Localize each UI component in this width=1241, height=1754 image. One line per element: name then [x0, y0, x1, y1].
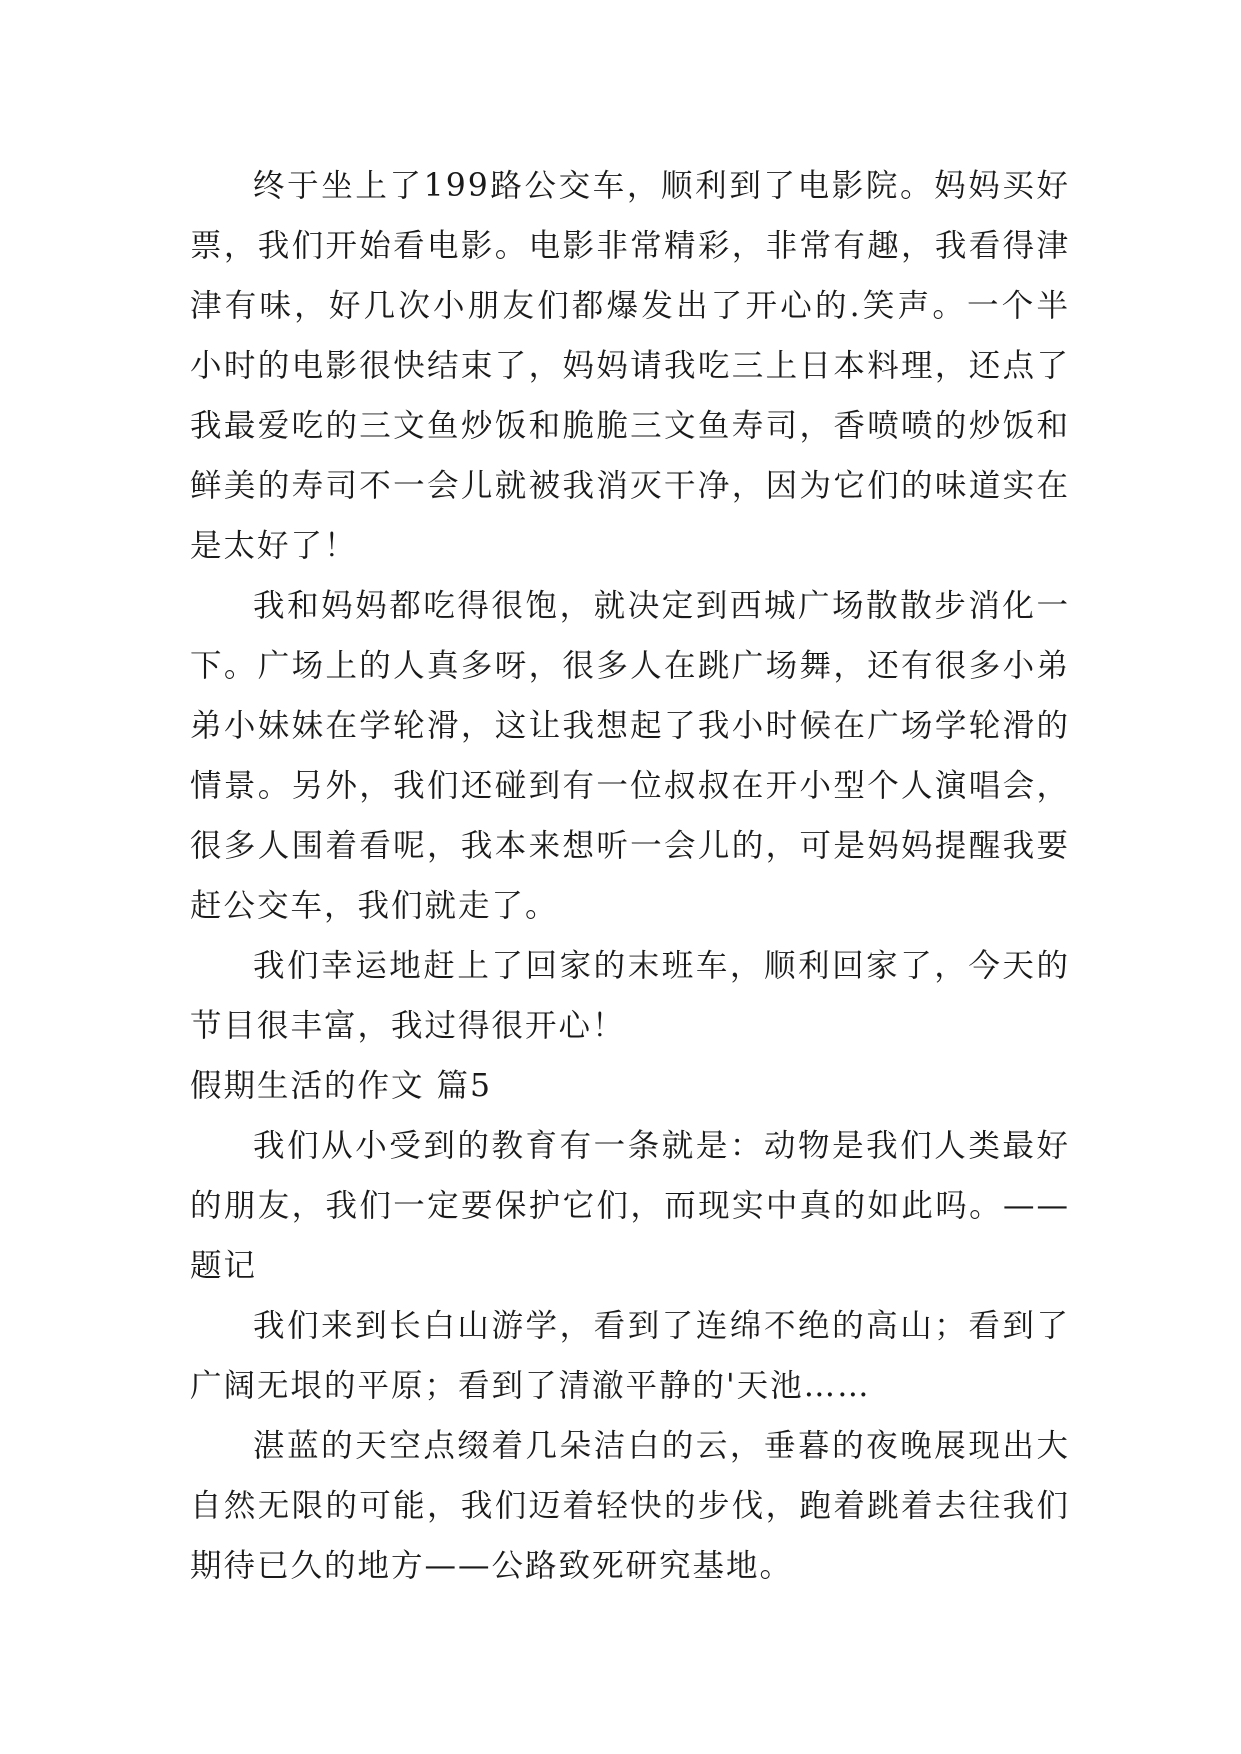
paragraph-changbai: 我们来到长白山游学，看到了连绵不绝的高山；看到了广阔无垠的平原；看到了清澈平静的'天池……	[190, 1308, 1070, 1404]
section-heading: 假期生活的作文 篇5	[190, 1068, 493, 1104]
paragraph-epigraph: 我们从小受到的教育有一条就是：动物是我们人类最好的朋友，我们一定要保护它们，而现实中真的如此吗。——题记	[190, 1128, 1070, 1284]
paragraph-home: 我们幸运地赶上了回家的末班车，顺利回家了，今天的节目很丰富，我过得很开心！	[190, 948, 1070, 1044]
document-body	[190, 156, 1070, 1596]
paragraph-square: 我和妈妈都吃得很饱，就决定到西城广场散散步消化一下。广场上的人真多呀，很多人在跳广场舞，还有很多小弟弟小妹妹在学轮滑，这让我想起了我小时候在广场学轮滑的情景。另外，我们还碰到有一位叔叔在开小型个人演唱会，很多人围着看呢，我本来想听一会儿的，可是妈妈提醒我要赶公交车，我们就走了。	[190, 588, 1070, 924]
paragraph-sky: 湛蓝的天空点缀着几朵洁白的云，垂暮的夜晚展现出大自然无限的可能，我们迈着轻快的步伐，跑着跳着去往我们期待已久的地方——公路致死研究基地。	[190, 1428, 1070, 1584]
paragraph-movie: 终于坐上了199路公交车，顺利到了电影院。妈妈买好票，我们开始看电影。电影非常精彩，非常有趣，我看得津津有味，好几次小朋友们都爆发出了开心的.笑声。一个半小时的电影很快结束了，妈妈请我吃三上日本料理，还点了我最爱吃的三文鱼炒饭和脆脆三文鱼寿司，香喷喷的炒饭和鲜美的寿司不一会儿就被我消灭干净，因为它们的味道实在是太好了！	[190, 168, 1070, 564]
